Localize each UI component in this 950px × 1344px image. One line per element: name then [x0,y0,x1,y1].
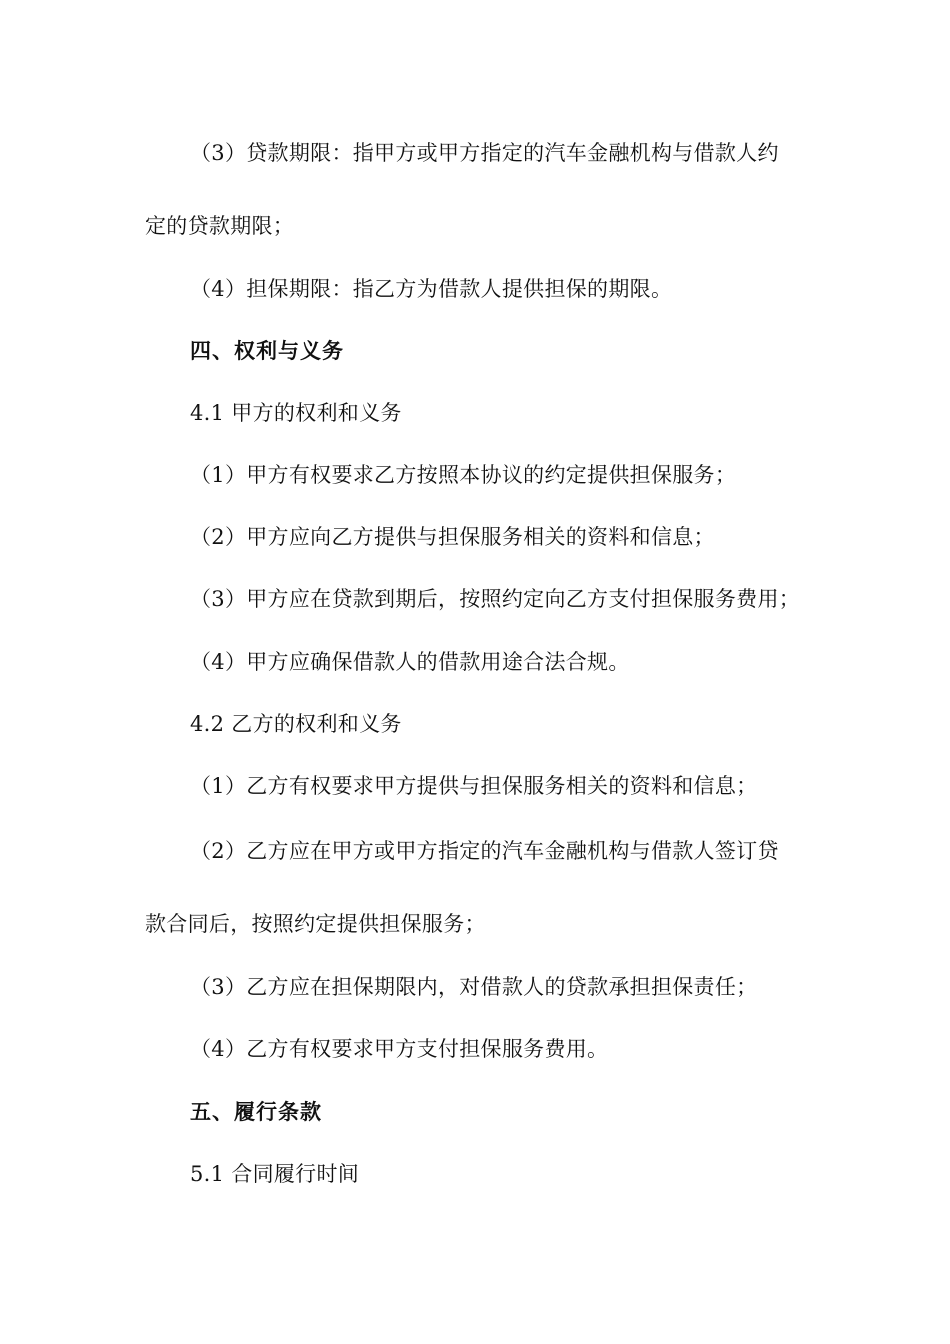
subsection-4-2-heading: 4.2 乙方的权利和义务 [190,712,402,736]
clause-4-2-2: （2）乙方应在甲方或甲方指定的汽车金融机构与借款人签订贷 [190,839,779,863]
clause-4-2-3: （3）乙方应在担保期限内，对借款人的贷款承担担保责任； [190,975,758,999]
clause-4-1-3: （3）甲方应在贷款到期后，按照约定向乙方支付担保服务费用； [190,587,801,611]
clause-4-2-2-continued: 款合同后，按照约定提供担保服务； [145,912,486,936]
clause-3-loan-term: （3）贷款期限：指甲方或甲方指定的汽车金融机构与借款人约 [190,141,779,165]
clause-4-1-4: （4）甲方应确保借款人的借款用途合法合规。 [190,650,630,674]
clause-4-guarantee-term: （4）担保期限：指乙方为借款人提供担保的期限。 [190,277,673,301]
section-5-heading: 五、履行条款 [190,1100,322,1124]
subsection-5-1-heading: 5.1 合同履行时间 [190,1162,360,1186]
section-4-heading: 四、权利与义务 [190,339,344,363]
clause-4-2-1: （1）乙方有权要求甲方提供与担保服务相关的资料和信息； [190,774,758,798]
clause-3-loan-term-continued: 定的贷款期限； [145,214,295,238]
subsection-4-1-heading: 4.1 甲方的权利和义务 [190,401,402,425]
clause-4-2-4: （4）乙方有权要求甲方支付担保服务费用。 [190,1037,609,1061]
clause-4-1-2: （2）甲方应向乙方提供与担保服务相关的资料和信息； [190,525,715,549]
clause-4-1-1: （1）甲方有权要求乙方按照本协议的约定提供担保服务； [190,463,737,487]
